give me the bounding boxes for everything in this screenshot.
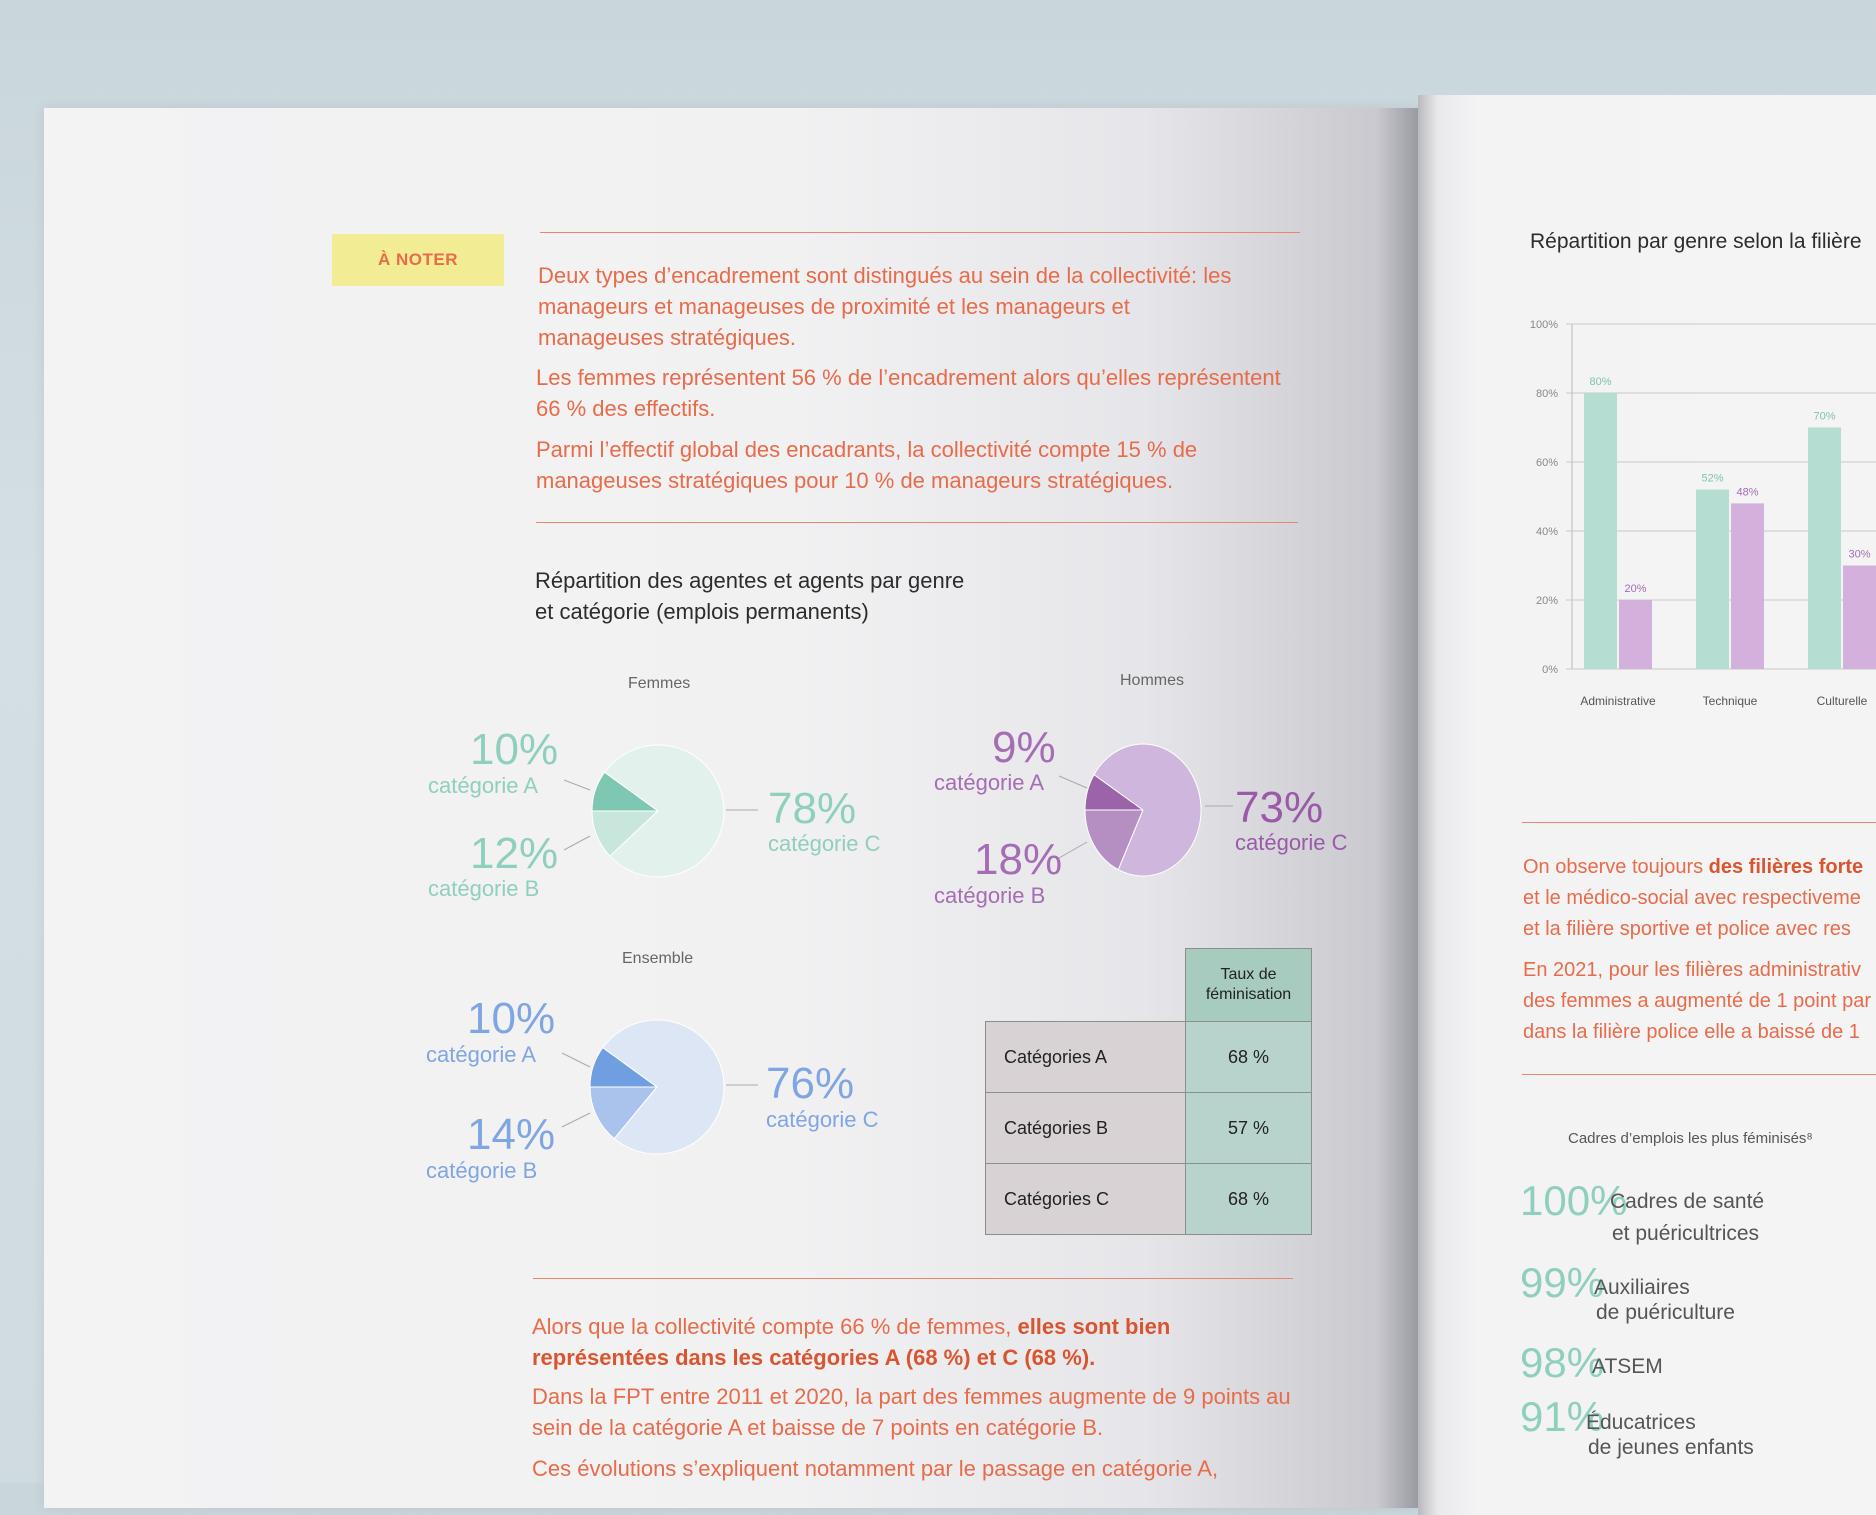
table-row-label: Catégories A [986,1022,1186,1093]
table-row [986,1093,1312,1164]
section-title-line2: et catégorie (emplois permanents) [535,599,869,624]
bar [1843,566,1876,670]
pie-ensemble-a-label: catégorie A [426,1042,537,1067]
job-3-line1: ATSEM [1592,1355,1663,1378]
x-tick-label: Technique [1702,694,1758,708]
intro-paragraph-2: Les femmes représentent 56 % de l’encadrement alors qu’elles représentent 66 % des effectifs. [536,365,1281,421]
bar [1808,428,1841,670]
job-4-line2: de jeunes enfants [1588,1436,1754,1459]
y-tick-label: 0% [1542,664,1558,676]
x-tick-label: Culturelle [1816,694,1868,708]
pie-femmes-c-label: catégorie C [768,831,881,856]
pie-hommes-b-value: 18% [974,835,1063,884]
right-text-line-2: et le médico-social avec respectiveme [1523,887,1861,909]
pie-femmes-b-value: 12% [470,829,559,878]
pie-ensemble-leaders [558,1045,768,1145]
table-row-label: Catégories C [986,1164,1186,1235]
job-1-line2: et puéricultrices [1612,1222,1760,1245]
job-3-pct: 98% [1520,1339,1605,1386]
right-text-line-3: et la filière sportive et police avec res [1523,918,1851,940]
bar-value-label: 70% [1813,410,1836,423]
bar-chart [1520,300,1876,720]
job-2-pct: 99% [1520,1259,1605,1306]
intro-bottom-rule [536,522,1298,523]
conclusion-rule [533,1278,1293,1279]
pie-femmes-c-value: 78% [768,784,857,833]
job-2-line1: Auxiliaires [1594,1276,1690,1299]
table-row [986,1164,1312,1235]
feminisation-table [985,948,1312,1235]
pie-hommes-c-label: catégorie C [1235,830,1348,855]
y-tick-label: 60% [1535,457,1558,469]
bar [1619,600,1652,669]
y-tick-label: 80% [1535,388,1558,400]
job-1-line1: Cadres de santé [1610,1190,1765,1213]
table-row-value: 57 % [1186,1093,1312,1164]
pie-ensemble-b-value: 14% [467,1110,556,1159]
pie-hommes-leaders [1055,770,1245,880]
right-text-line-4: En 2021, pour les filières administrativ [1523,959,1861,981]
bar [1731,503,1764,669]
pie-femmes-title: Femmes [628,675,691,692]
conclusion-paragraph-3: Ces évolutions s’expliquent notamment par le passage en catégorie A, [532,1456,1219,1481]
note-badge: À NOTER [332,234,504,286]
x-tick-label: Administrative [1580,694,1656,708]
intro-paragraph-1: Deux types d’encadrement sont distingués au sein de la collectivité: les manageurs et manageuses de proximité et les manageurs et manageuses stratégiques. [538,263,1232,350]
table-header-row [986,949,1312,1022]
pie-femmes-b-label: catégorie B [428,876,540,901]
job-2-line2: de puériculture [1596,1301,1735,1324]
table-header-cell: Taux de féminisation [1186,949,1312,1022]
bar-value-label: 48% [1736,486,1759,499]
y-tick-label: 100% [1529,319,1558,331]
pie-ensemble-a-value: 10% [467,994,556,1043]
y-tick-label: 20% [1535,595,1558,607]
pie-ensemble-b-label: catégorie B [426,1158,538,1183]
bar-chart-title: Répartition par genre selon la filière [1530,230,1862,253]
table-row-label: Catégories B [986,1093,1186,1164]
conclusion-paragraph-1 [532,1311,1292,1373]
bar-value-label: 20% [1624,583,1647,595]
bar [1584,393,1617,669]
pie-femmes-leaders [560,770,760,870]
pie-hommes-c-value: 73% [1235,783,1324,832]
pie-ensemble-c-label: catégorie C [766,1107,879,1132]
right-rule-1 [1522,822,1876,823]
intro-paragraph-3: Parmi l’effectif global des encadrants, la collectivité compte 15 % de manageuses stratégiques pour 10 % de manageurs stratégiques. [536,437,1198,493]
pie-femmes-a-value: 10% [470,725,559,774]
right-text-line-1: On observe toujours des filières forte [1523,856,1864,878]
y-tick-label: 40% [1535,526,1558,538]
conclusion-p1-bold: elles sont bien représentées dans les catégories A (68 %) et C (68 %). [532,1314,1171,1370]
pie-ensemble-c-value: 76% [766,1059,855,1108]
right-text-line-6: dans la filière police elle a baissé de 1 [1523,1021,1860,1043]
pie-hommes-a-label: catégorie A [934,770,1045,795]
right-rule-2 [1522,1074,1876,1075]
table-row-value: 68 % [1186,1164,1312,1235]
top-rule [540,232,1300,233]
conclusion-paragraph-2: Dans la FPT entre 2011 et 2020, la part des femmes augmente de 9 points au sein de la catégorie A et baisse de 7 points en catégorie B. [532,1384,1291,1440]
bar-value-label: 52% [1701,472,1724,485]
table-row [986,1022,1312,1093]
bar-value-label: 30% [1848,548,1871,561]
job-4-line1: Éducatrices [1586,1411,1696,1434]
right-text-line-5: des femmes a augmenté de 1 point par [1523,990,1871,1012]
pie-hommes-b-label: catégorie B [934,883,1046,908]
job-4-pct: 91% [1520,1393,1605,1440]
bar [1696,490,1729,669]
table-row-value: 68 % [1186,1022,1312,1093]
conclusion-p1-normal: Alors que la collectivité compte 66 % de femmes, [532,1314,1018,1339]
pie-hommes-a-value: 9% [992,723,1056,772]
section-title-line1: Répartition des agentes et agents par genre [535,568,965,593]
pie-femmes-a-label: catégorie A [428,773,539,798]
pie-ensemble-title: Ensemble [622,950,694,967]
pie-hommes-title: Hommes [1120,672,1185,689]
bar-value-label: 80% [1589,376,1612,388]
jobs-title: Cadres d’emplois les plus féminisés⁸ [1568,1130,1813,1147]
job-1-pct: 100% [1520,1177,1628,1224]
